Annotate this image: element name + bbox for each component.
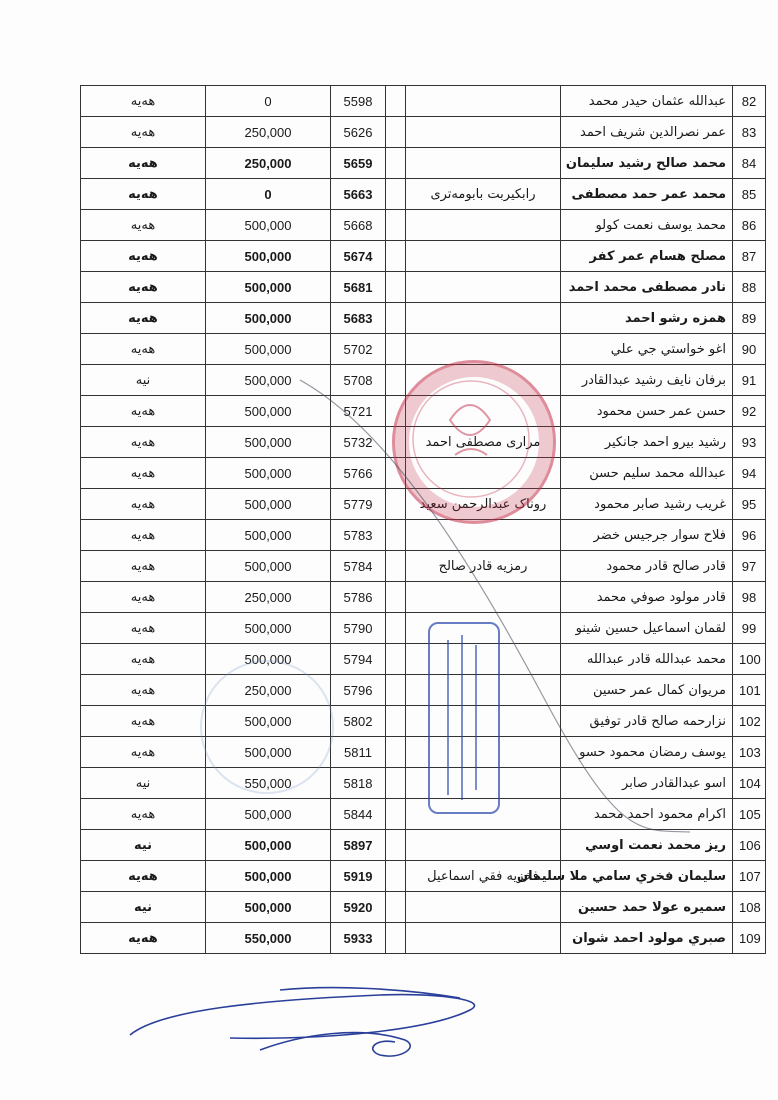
note-cell — [406, 830, 561, 861]
status-cell: هەیە — [81, 303, 206, 334]
spacer-cell — [386, 179, 406, 210]
amount-cell: 250,000 — [206, 582, 331, 613]
row-number-cell: 103 — [733, 737, 766, 768]
spacer-cell — [386, 892, 406, 923]
amount-cell: 500,000 — [206, 334, 331, 365]
table-row — [81, 613, 766, 644]
amount-cell: 250,000 — [206, 148, 331, 179]
id-cell: 5802 — [331, 706, 386, 737]
note-cell — [406, 86, 561, 117]
status-cell: هەیە — [81, 210, 206, 241]
spacer-cell — [386, 148, 406, 179]
spacer-cell — [386, 86, 406, 117]
name-cell: عمر نصرالدين شريف احمد — [561, 117, 733, 148]
status-cell: هەیە — [81, 551, 206, 582]
spacer-cell — [386, 923, 406, 954]
status-cell: هەیە — [81, 799, 206, 830]
amount-cell: 500,000 — [206, 520, 331, 551]
table-row — [81, 489, 766, 520]
spacer-cell — [386, 675, 406, 706]
note-cell — [406, 396, 561, 427]
status-cell: هەیە — [81, 86, 206, 117]
name-cell: محمد يوسف نعمت كولو — [561, 210, 733, 241]
id-cell: 5920 — [331, 892, 386, 923]
status-cell: هەیە — [81, 427, 206, 458]
note-cell — [406, 334, 561, 365]
id-cell: 5818 — [331, 768, 386, 799]
spacer-cell — [386, 241, 406, 272]
id-cell: 5732 — [331, 427, 386, 458]
name-cell: نادر مصطفى محمد احمد — [561, 272, 733, 303]
amount-cell: 500,000 — [206, 241, 331, 272]
name-cell: محمد عمر حمد مصطفى — [561, 179, 733, 210]
status-cell: هەیە — [81, 334, 206, 365]
table-row — [81, 272, 766, 303]
row-number-cell: 107 — [733, 861, 766, 892]
spacer-cell — [386, 272, 406, 303]
amount-cell: 500,000 — [206, 830, 331, 861]
table-row — [81, 675, 766, 706]
status-cell: هەیە — [81, 489, 206, 520]
id-cell: 5897 — [331, 830, 386, 861]
note-cell — [406, 148, 561, 179]
amount-cell: 500,000 — [206, 489, 331, 520]
amount-cell: 500,000 — [206, 644, 331, 675]
row-number-cell: 82 — [733, 86, 766, 117]
table-row — [81, 644, 766, 675]
amount-cell: 500,000 — [206, 458, 331, 489]
name-cell: يوسف رمضان محمود حسو — [561, 737, 733, 768]
id-cell: 5659 — [331, 148, 386, 179]
status-cell: هەیە — [81, 613, 206, 644]
name-cell: مصلح هسام عمر كفر — [561, 241, 733, 272]
row-number-cell: 104 — [733, 768, 766, 799]
table-row — [81, 334, 766, 365]
amount-cell: 500,000 — [206, 396, 331, 427]
table-row — [81, 117, 766, 148]
name-cell: قادر صالح قادر محمود — [561, 551, 733, 582]
note-cell — [406, 582, 561, 613]
spacer-cell — [386, 582, 406, 613]
note-cell — [406, 365, 561, 396]
note-cell — [406, 303, 561, 334]
note-cell: روناک عبدالرحمن سعيد — [406, 489, 561, 520]
status-cell: هەیە — [81, 737, 206, 768]
spacer-cell — [386, 551, 406, 582]
amount-cell: 500,000 — [206, 861, 331, 892]
table-body — [81, 86, 766, 954]
amount-cell: 500,000 — [206, 892, 331, 923]
row-number-cell: 101 — [733, 675, 766, 706]
row-number-cell: 83 — [733, 117, 766, 148]
row-number-cell: 86 — [733, 210, 766, 241]
note-cell — [406, 706, 561, 737]
row-number-cell: 99 — [733, 613, 766, 644]
id-cell: 5721 — [331, 396, 386, 427]
name-cell: همزه رشو احمد — [561, 303, 733, 334]
row-number-cell: 84 — [733, 148, 766, 179]
status-cell: نیە — [81, 892, 206, 923]
table-row — [81, 799, 766, 830]
table-row — [81, 303, 766, 334]
amount-cell: 550,000 — [206, 923, 331, 954]
spacer-cell — [386, 861, 406, 892]
name-cell: عبدالله محمد سليم حسن — [561, 458, 733, 489]
status-cell: هەیە — [81, 520, 206, 551]
id-cell: 5933 — [331, 923, 386, 954]
table-row — [81, 923, 766, 954]
row-number-cell: 106 — [733, 830, 766, 861]
status-cell: هەیە — [81, 241, 206, 272]
row-number-cell: 97 — [733, 551, 766, 582]
id-cell: 5790 — [331, 613, 386, 644]
name-cell: سليمان فخري سامي ملا سليمان — [561, 861, 733, 892]
id-cell: 5919 — [331, 861, 386, 892]
name-cell: رشيد بيرو احمد جانكير — [561, 427, 733, 458]
spacer-cell — [386, 427, 406, 458]
spacer-cell — [386, 396, 406, 427]
table-row — [81, 458, 766, 489]
id-cell: 5674 — [331, 241, 386, 272]
name-cell: اسو عبدالقادر صابر — [561, 768, 733, 799]
name-cell: فلاح سوار جرجيس خضر — [561, 520, 733, 551]
spacer-cell — [386, 613, 406, 644]
row-number-cell: 105 — [733, 799, 766, 830]
status-cell: نیە — [81, 830, 206, 861]
spacer-cell — [386, 210, 406, 241]
spacer-cell — [386, 799, 406, 830]
name-cell: صبري مولود احمد شوان — [561, 923, 733, 954]
name-cell: غريب رشيد صابر محمود — [561, 489, 733, 520]
note-cell — [406, 117, 561, 148]
name-cell: حسن عمر حسن محمود — [561, 396, 733, 427]
amount-cell: 0 — [206, 86, 331, 117]
amount-cell: 500,000 — [206, 272, 331, 303]
status-cell: هەیە — [81, 706, 206, 737]
note-cell — [406, 799, 561, 830]
amount-cell: 500,000 — [206, 737, 331, 768]
status-cell: هەیە — [81, 582, 206, 613]
row-number-cell: 92 — [733, 396, 766, 427]
id-cell: 5794 — [331, 644, 386, 675]
status-cell: هەیە — [81, 644, 206, 675]
note-cell: رابکیربت بابومەتری — [406, 179, 561, 210]
name-cell: لقمان اسماعيل حسين شينو — [561, 613, 733, 644]
table-row — [81, 365, 766, 396]
table-row — [81, 179, 766, 210]
row-number-cell: 89 — [733, 303, 766, 334]
spacer-cell — [386, 117, 406, 148]
table-row — [81, 706, 766, 737]
name-cell: مريوان كمال عمر حسين — [561, 675, 733, 706]
table-row — [81, 861, 766, 892]
id-cell: 5702 — [331, 334, 386, 365]
amount-cell: 500,000 — [206, 799, 331, 830]
amount-cell: 500,000 — [206, 613, 331, 644]
note-cell — [406, 675, 561, 706]
table-row — [81, 210, 766, 241]
note-cell — [406, 768, 561, 799]
note-cell: رمزيه قادر صالح — [406, 551, 561, 582]
row-number-cell: 95 — [733, 489, 766, 520]
spacer-cell — [386, 303, 406, 334]
id-cell: 5844 — [331, 799, 386, 830]
row-number-cell: 100 — [733, 644, 766, 675]
spacer-cell — [386, 334, 406, 365]
table-row — [81, 520, 766, 551]
row-number-cell: 102 — [733, 706, 766, 737]
spacer-cell — [386, 768, 406, 799]
id-cell: 5683 — [331, 303, 386, 334]
id-cell: 5598 — [331, 86, 386, 117]
row-number-cell: 94 — [733, 458, 766, 489]
id-cell: 5663 — [331, 179, 386, 210]
table-row — [81, 148, 766, 179]
note-cell — [406, 923, 561, 954]
name-cell: قادر مولود صوفي محمد — [561, 582, 733, 613]
row-number-cell: 85 — [733, 179, 766, 210]
status-cell: هەیە — [81, 458, 206, 489]
id-cell: 5811 — [331, 737, 386, 768]
amount-cell: 500,000 — [206, 551, 331, 582]
status-cell: هەیە — [81, 117, 206, 148]
id-cell: 5786 — [331, 582, 386, 613]
spacer-cell — [386, 830, 406, 861]
status-cell: هەیە — [81, 861, 206, 892]
name-cell: ريز محمد نعمت اوسي — [561, 830, 733, 861]
payment-table — [80, 85, 766, 954]
note-cell — [406, 892, 561, 923]
name-cell: محمد عبدالله قادر عبدالله — [561, 644, 733, 675]
name-cell: اكرام محمود احمد محمد — [561, 799, 733, 830]
note-cell: مراری مصطفی احمد — [406, 427, 561, 458]
name-cell: سميره عولا حمد حسين — [561, 892, 733, 923]
row-number-cell: 98 — [733, 582, 766, 613]
name-cell: عبدالله عثمان حيدر محمد — [561, 86, 733, 117]
note-cell — [406, 458, 561, 489]
table-row — [81, 830, 766, 861]
id-cell: 5784 — [331, 551, 386, 582]
amount-cell: 500,000 — [206, 303, 331, 334]
note-cell — [406, 272, 561, 303]
name-cell: محمد صالح رشيد سليمان — [561, 148, 733, 179]
note-cell — [406, 737, 561, 768]
id-cell: 5766 — [331, 458, 386, 489]
note-cell — [406, 644, 561, 675]
note-cell — [406, 210, 561, 241]
status-cell: نیە — [81, 365, 206, 396]
row-number-cell: 109 — [733, 923, 766, 954]
table-row — [81, 551, 766, 582]
id-cell: 5783 — [331, 520, 386, 551]
id-cell: 5708 — [331, 365, 386, 396]
spacer-cell — [386, 644, 406, 675]
status-cell: هەیە — [81, 923, 206, 954]
note-cell — [406, 613, 561, 644]
signature-scribble — [130, 988, 474, 1056]
amount-cell: 500,000 — [206, 427, 331, 458]
amount-cell: 550,000 — [206, 768, 331, 799]
table-row — [81, 86, 766, 117]
note-cell: فخريه فقي اسماعيل — [406, 861, 561, 892]
row-number-cell: 91 — [733, 365, 766, 396]
amount-cell: 250,000 — [206, 117, 331, 148]
table-row — [81, 582, 766, 613]
name-cell: برفان نايف رشيد عبدالقادر — [561, 365, 733, 396]
id-cell: 5668 — [331, 210, 386, 241]
table-row — [81, 768, 766, 799]
row-number-cell: 93 — [733, 427, 766, 458]
spacer-cell — [386, 365, 406, 396]
spacer-cell — [386, 489, 406, 520]
row-number-cell: 90 — [733, 334, 766, 365]
amount-cell: 500,000 — [206, 210, 331, 241]
spacer-cell — [386, 520, 406, 551]
row-number-cell: 88 — [733, 272, 766, 303]
id-cell: 5681 — [331, 272, 386, 303]
amount-cell: 0 — [206, 179, 331, 210]
amount-cell: 250,000 — [206, 675, 331, 706]
status-cell: هەیە — [81, 272, 206, 303]
id-cell: 5626 — [331, 117, 386, 148]
status-cell: هەیە — [81, 396, 206, 427]
note-cell — [406, 520, 561, 551]
amount-cell: 500,000 — [206, 365, 331, 396]
spacer-cell — [386, 706, 406, 737]
name-cell: نزارحمه صالح قادر توفيق — [561, 706, 733, 737]
status-cell: هەیە — [81, 148, 206, 179]
id-cell: 5796 — [331, 675, 386, 706]
table-row — [81, 427, 766, 458]
row-number-cell: 96 — [733, 520, 766, 551]
status-cell: هەیە — [81, 179, 206, 210]
table-row — [81, 737, 766, 768]
table-row — [81, 396, 766, 427]
table-row — [81, 241, 766, 272]
row-number-cell: 87 — [733, 241, 766, 272]
spacer-cell — [386, 458, 406, 489]
id-cell: 5779 — [331, 489, 386, 520]
status-cell: هەیە — [81, 675, 206, 706]
amount-cell: 500,000 — [206, 706, 331, 737]
status-cell: نیە — [81, 768, 206, 799]
table-row — [81, 892, 766, 923]
row-number-cell: 108 — [733, 892, 766, 923]
note-cell — [406, 241, 561, 272]
name-cell: اغو خواستي جي علي — [561, 334, 733, 365]
spacer-cell — [386, 737, 406, 768]
